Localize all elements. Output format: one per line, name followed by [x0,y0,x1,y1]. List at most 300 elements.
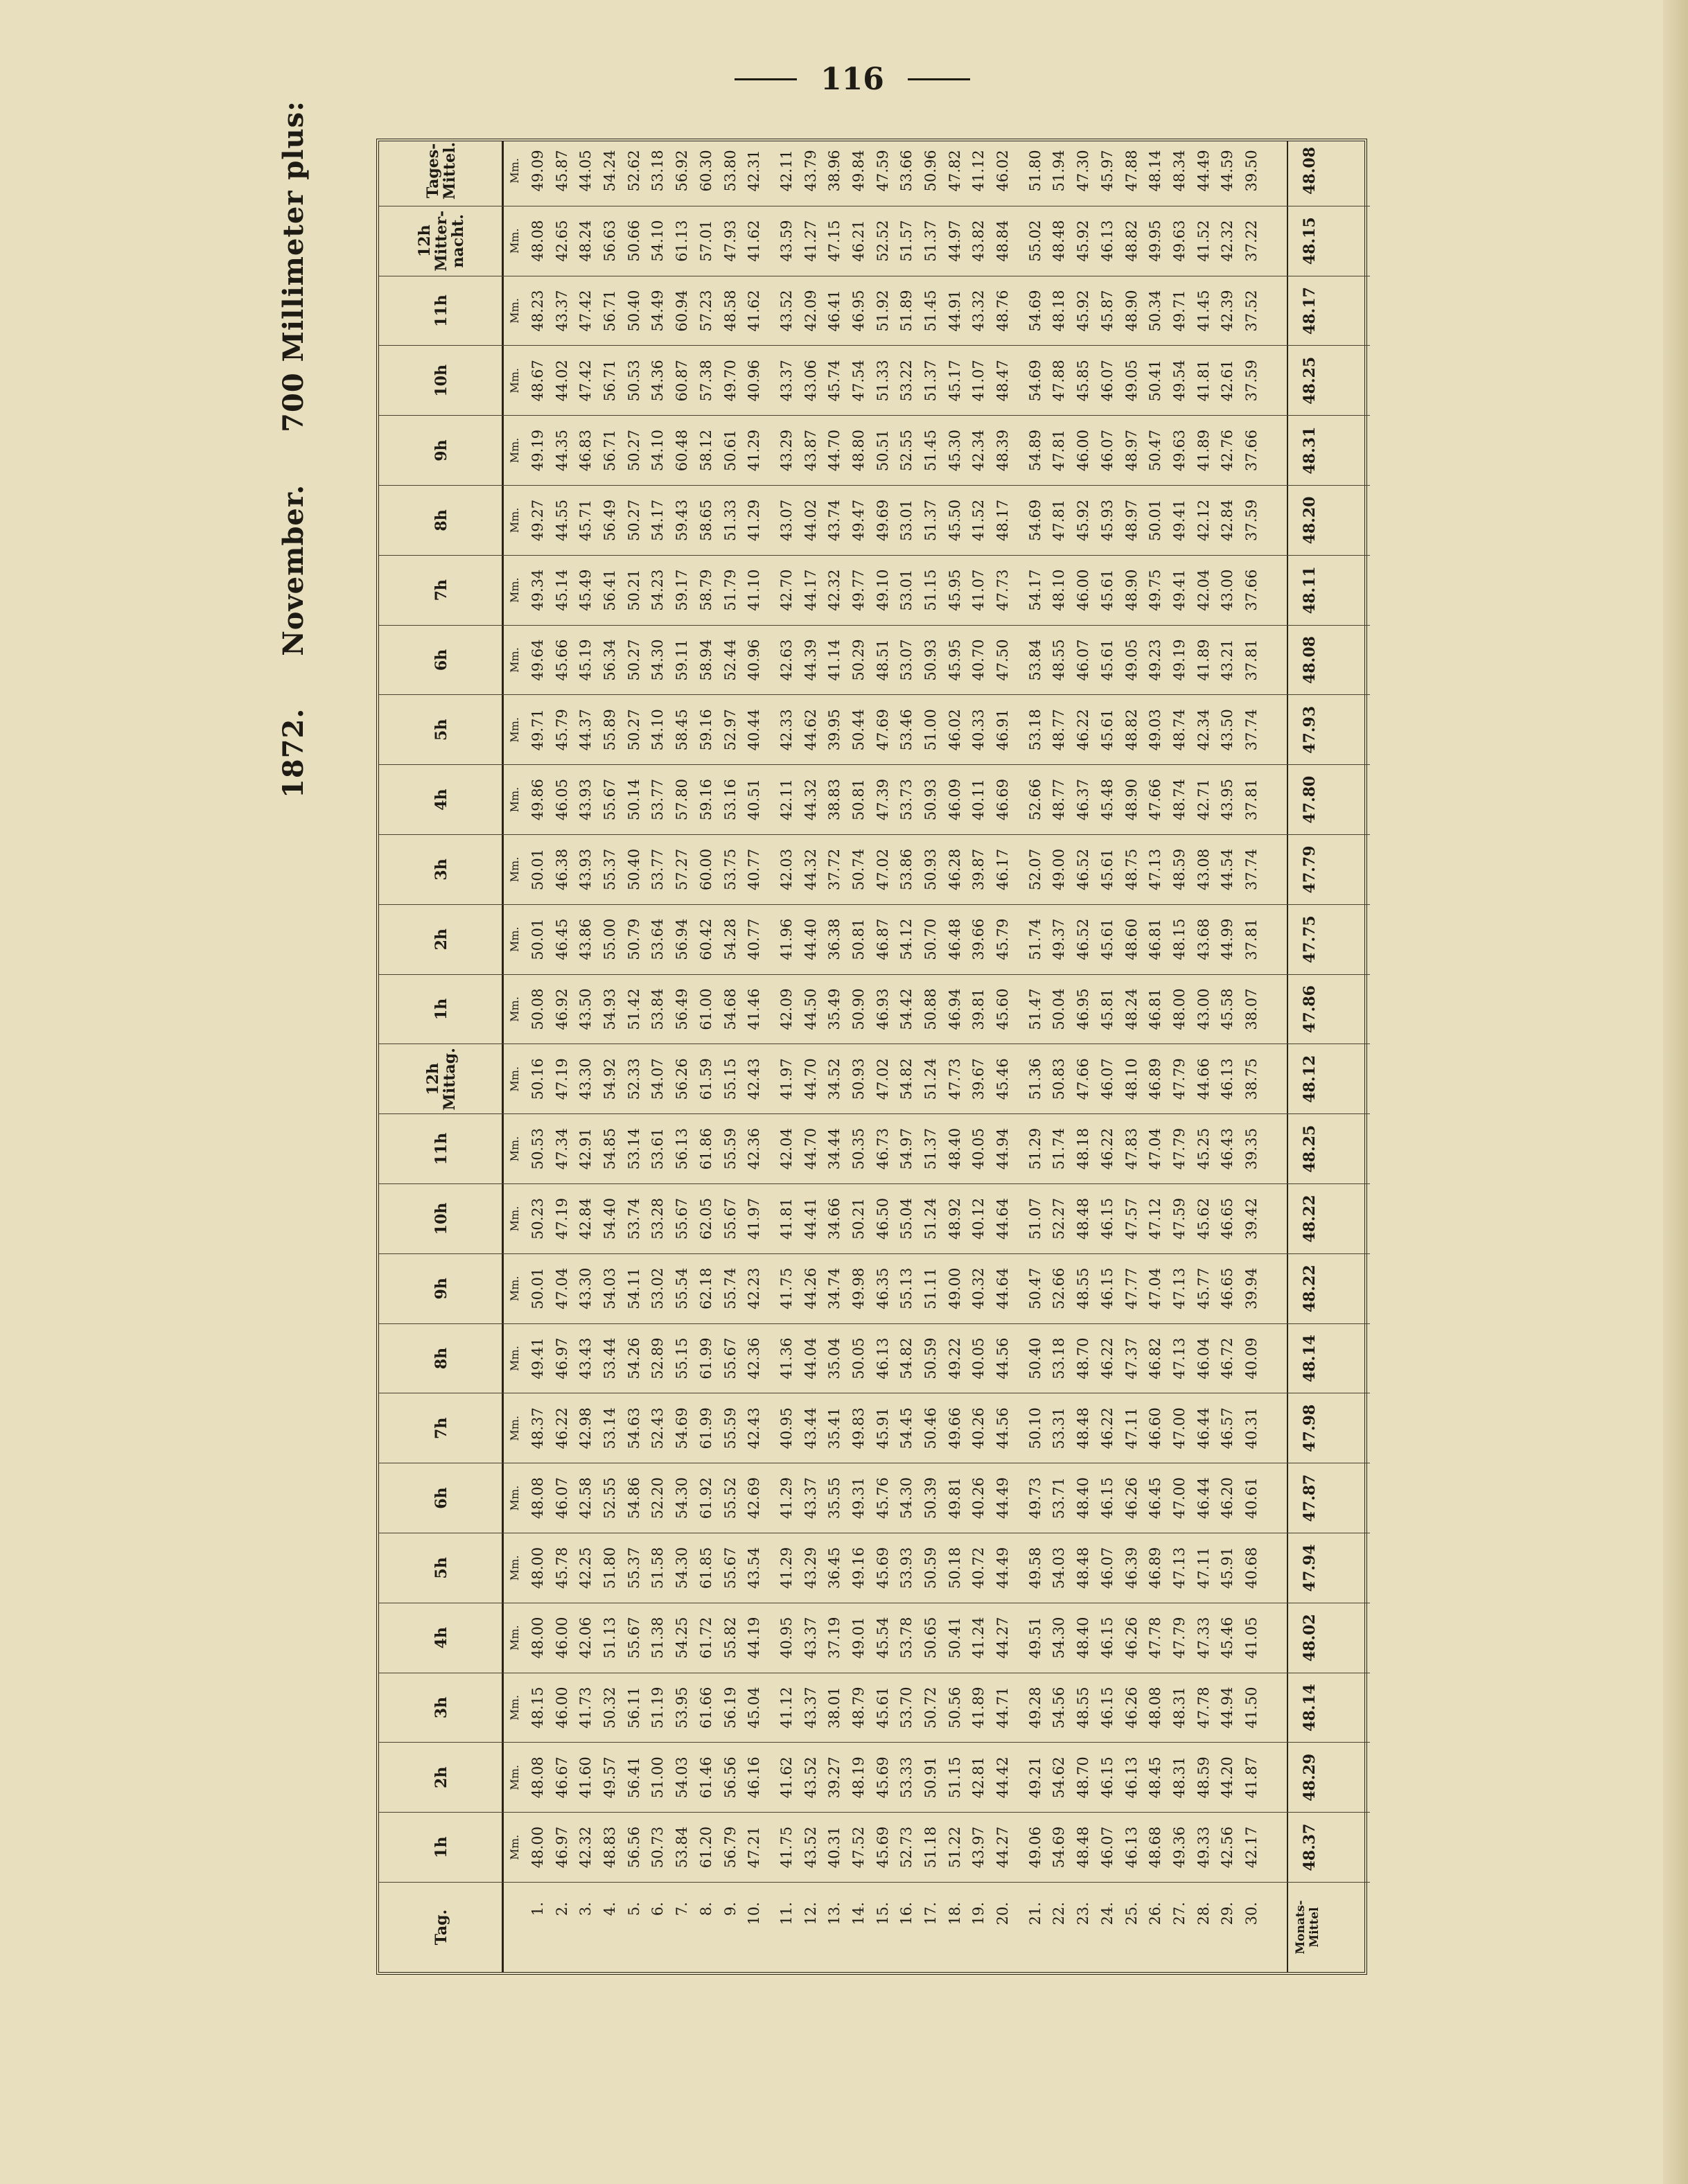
table-cell: 44.50 [802,988,819,1030]
table-cell: 48.68 [1147,1826,1164,1869]
table-cell: 54.17 [649,499,667,541]
day-label: 17. [922,1902,939,1926]
table-cell: 47.73 [994,569,1012,611]
table-cell: 52.66 [1026,779,1044,821]
table-cell: 47.79 [1170,1128,1188,1170]
table-cell: 45.81 [1098,988,1116,1030]
table-cell: 53.84 [674,1826,691,1869]
table-cell: 62.05 [697,1197,714,1240]
group-gap [1015,1603,1023,1673]
table-cell: 45.95 [946,639,963,681]
table-cell: 40.05 [970,1128,987,1170]
table-cell: 42.76 [1219,430,1236,472]
table-cell: 41.52 [1195,220,1212,262]
unit-label: Mm. [508,1555,521,1581]
table-cell: 50.51 [874,430,891,472]
table-cell: 52.55 [898,430,915,472]
day-label: 5. [625,1902,642,1917]
table-cell: 44.39 [802,639,819,681]
table-cell: 47.13 [1170,1337,1188,1380]
table-cell: 56.92 [674,150,691,192]
table-cell: 55.74 [721,1267,739,1310]
table-cell: 43.29 [777,430,795,472]
table-cell: 51.37 [922,220,939,262]
table-cell: 46.81 [1147,988,1164,1030]
table-cell: 51.11 [922,1267,939,1310]
table-cell: 50.44 [850,709,867,751]
table-cell: 50.21 [850,1197,867,1240]
table-cell: 55.02 [1026,220,1044,262]
table-cell: 49.71 [1170,290,1188,332]
table-cell: 35.41 [826,1407,843,1450]
table-cell: 55.67 [721,1547,739,1589]
table-cell: 47.15 [826,220,843,262]
table-cell: 53.74 [625,1197,642,1240]
table-cell: 53.01 [898,569,915,611]
table-cell: 44.17 [802,569,819,611]
table-cell: 54.69 [1026,360,1044,402]
table-cell: 54.25 [674,1617,691,1659]
table-cell: 53.44 [601,1337,619,1380]
table-cell: 43.08 [1195,848,1212,890]
table-cell: 53.95 [674,1687,691,1729]
table-cell: 40.33 [970,709,987,751]
column-header: 8h [432,509,450,531]
table-cell: 37.81 [1242,639,1260,681]
table-cell: 47.73 [946,1058,963,1100]
table-cell: 48.74 [1170,709,1188,751]
table-cell: 46.52 [1075,918,1092,960]
table-cell: 56.11 [625,1687,642,1729]
table-cell: 40.51 [746,779,763,821]
table-cell: 51.45 [922,430,939,472]
table-cell: 46.13 [1098,220,1116,262]
table-cell: 54.69 [1026,499,1044,541]
table-cell: 44.64 [994,1197,1012,1240]
table-cell: 50.56 [946,1687,963,1729]
table-cell: 50.27 [625,499,642,541]
table-cell: 49.51 [1026,1617,1044,1659]
table-cell: 40.95 [777,1407,795,1450]
table-cell: 40.44 [746,709,763,751]
table-cell: 54.89 [1026,430,1044,472]
table-cell: 44.26 [802,1267,819,1310]
table-cell: 46.15 [1098,1617,1116,1659]
table-cell: 51.22 [946,1826,963,1869]
table-cell: 49.69 [874,499,891,541]
table-cell: 38.96 [826,150,843,192]
table-cell: 46.82 [1147,1337,1164,1380]
table-cell: 42.04 [1195,569,1212,611]
table-cell: 44.55 [553,499,570,541]
table-cell: 61.66 [697,1687,714,1729]
group-gap [766,1533,775,1603]
table-cell: 37.66 [1242,569,1260,611]
column-header: 3h [432,1696,450,1719]
table-cell: 42.33 [777,709,795,751]
table-cell: 38.01 [826,1687,843,1729]
table-cell: 44.70 [802,1058,819,1100]
table-cell: 45.91 [874,1407,891,1450]
table-cell: 39.94 [1242,1267,1260,1310]
table-cell: 50.14 [625,779,642,821]
unit-label: Mm. [508,1834,521,1860]
table-cell: 39.67 [970,1058,987,1100]
table-cell: 53.70 [898,1687,915,1729]
value-list [526,835,1264,904]
group-gap [766,1603,775,1673]
table-cell: 46.07 [1098,430,1116,472]
table-cell: 52.52 [874,220,891,262]
table-cell: 46.15 [1098,1477,1116,1520]
table-cell: 34.44 [826,1128,843,1170]
table-cell: 45.19 [577,639,595,681]
table-cell: 50.53 [625,360,642,402]
table-cell: 38.83 [826,779,843,821]
table-cell: 45.79 [994,918,1012,960]
table-cell: 46.22 [1098,1337,1116,1380]
unit-label: Mm. [508,158,521,184]
table-cell: 47.39 [874,779,891,821]
table-cell: 49.86 [529,779,546,821]
table-cell: 53.22 [898,360,915,402]
table-cell: 60.00 [697,848,714,890]
table-cell: 47.79 [1170,1617,1188,1659]
monthly-mean-value: 48.20 [1301,496,1319,545]
table-cell: 46.69 [994,779,1012,821]
table-cell: 44.94 [994,1128,1012,1170]
table-cell: 47.78 [1195,1687,1212,1729]
monthly-mean-value: 48.37 [1301,1823,1319,1872]
table-cell: 41.10 [746,569,763,611]
value-list [526,1044,1264,1113]
table-cell: 46.00 [553,1687,570,1729]
hour-column [379,625,1370,695]
table-cell: 54.24 [601,150,619,192]
table-cell: 57.01 [697,220,714,262]
day-label: 29. [1219,1902,1236,1926]
table-cell: 47.66 [1147,779,1164,821]
unit-label: Mm. [508,1415,521,1441]
table-cell: 47.19 [553,1058,570,1100]
table-cell: 46.02 [946,709,963,751]
table-cell: 40.96 [746,360,763,402]
table-cell: 43.95 [1219,779,1236,821]
column-header: Tages-Mittel. [424,141,459,200]
table-cell: 43.37 [777,360,795,402]
value-list [526,1184,1264,1253]
day-label: 19. [970,1902,987,1926]
table-cell: 46.95 [1075,988,1092,1030]
table-cell: 48.77 [1050,779,1068,821]
table-cell: 50.40 [1026,1337,1044,1380]
table-cell: 53.64 [649,918,667,960]
column-header: 4h [432,789,450,811]
table-cell: 46.26 [1123,1477,1140,1520]
table-cell: 46.91 [994,709,1012,751]
table-cell: 49.41 [529,1337,546,1380]
table-cell: 47.88 [1050,360,1068,402]
group-gap [1015,975,1023,1044]
monthly-mean-value: 47.87 [1301,1474,1319,1522]
table-cell: 46.26 [1123,1617,1140,1659]
table-cell: 40.77 [746,918,763,960]
table-cell: 49.01 [850,1617,867,1659]
table-cell: 46.21 [850,220,867,262]
table-cell: 52.73 [898,1826,915,1869]
table-cell: 54.30 [674,1547,691,1589]
table-cell: 46.13 [1123,1756,1140,1799]
table-cell: 52.97 [721,709,739,751]
table-cell: 46.07 [1098,1826,1116,1869]
day-column [379,1882,1370,1972]
table-cell: 48.55 [1050,639,1068,681]
group-gap [766,276,775,346]
table-cell: 50.35 [850,1128,867,1170]
table-cell: 53.93 [898,1547,915,1589]
table-cell: 50.01 [529,1267,546,1310]
table-cell: 43.50 [1219,709,1236,751]
column-header: 10h [432,1202,450,1235]
hour-column [379,764,1370,834]
table-cell: 43.06 [802,360,819,402]
table-cell: 47.88 [1123,150,1140,192]
table-cell: 53.18 [649,150,667,192]
unit-label: Mm. [508,996,521,1022]
table-cell: 48.70 [1075,1756,1092,1799]
table-cell: 46.93 [874,988,891,1030]
column-header: 3h [432,858,450,881]
day-list [526,1883,1264,1972]
table-cell: 50.27 [625,709,642,751]
table-cell: 41.73 [577,1687,595,1729]
table-cell: 48.10 [1123,1058,1140,1100]
table-cell: 41.29 [777,1477,795,1520]
table-cell: 43.00 [1219,569,1236,611]
group-gap [766,556,775,625]
table-cell: 54.97 [898,1128,915,1170]
table-cell: 47.30 [1075,150,1092,192]
day-label: 25. [1123,1902,1140,1926]
table-cell: 54.63 [625,1407,642,1450]
table-cell: 54.10 [649,220,667,262]
table-cell: 54.30 [1050,1617,1068,1659]
hour-column [379,1183,1370,1253]
table-cell: 49.73 [1026,1477,1044,1520]
unit-label: Mm. [508,926,521,953]
group-gap [766,695,775,764]
table-cell: 46.73 [874,1128,891,1170]
table-cell: 49.71 [529,709,546,751]
table-cell: 46.48 [946,918,963,960]
column-header: 1h [432,998,450,1021]
value-list [526,695,1264,764]
table-cell: 48.82 [1123,709,1140,751]
table-cell: 58.79 [697,569,714,611]
table-cell: 51.37 [922,1128,939,1170]
table-cell: 48.37 [529,1407,546,1450]
table-cell: 43.68 [1195,918,1212,960]
pressure-table [376,139,1367,1975]
unit-label: Mm. [508,437,521,464]
table-cell: 50.59 [922,1547,939,1589]
day-label: 1. [529,1902,546,1917]
table-cell: 45.87 [1098,290,1116,332]
table-cell: 42.81 [970,1756,987,1799]
table-cell: 43.79 [802,150,819,192]
table-cell: 51.80 [1026,150,1044,192]
table-cell: 41.81 [1195,360,1212,402]
table-cell: 42.56 [1219,1826,1236,1869]
table-cell: 56.71 [601,290,619,332]
table-cell: 42.98 [577,1407,595,1450]
table-cell: 49.33 [1195,1826,1212,1869]
table-cell: 47.77 [1123,1267,1140,1310]
table-cell: 47.33 [1195,1617,1212,1659]
table-cell: 54.93 [601,988,619,1030]
table-cell: 53.84 [649,988,667,1030]
table-cell: 41.87 [1242,1756,1260,1799]
table-cell: 48.31 [1170,1687,1188,1729]
table-cell: 37.52 [1242,290,1260,332]
table-cell: 51.45 [922,290,939,332]
table-cell: 54.56 [1050,1687,1068,1729]
table-cell: 51.74 [1026,918,1044,960]
table-cell: 54.85 [601,1128,619,1170]
group-gap [1015,1044,1023,1113]
table-cell: 50.08 [529,988,546,1030]
hour-column [379,1812,1370,1882]
table-cell: 40.26 [970,1477,987,1520]
table-cell: 48.39 [994,430,1012,472]
table-cell: 58.94 [697,639,714,681]
table-cell: 42.11 [777,779,795,821]
value-list [526,1603,1264,1673]
table-cell: 55.13 [898,1267,915,1310]
table-cell: 49.41 [1170,569,1188,611]
table-cell: 46.07 [553,1477,570,1520]
table-cell: 52.55 [601,1477,619,1520]
table-cell: 49.64 [529,639,546,681]
table-cell: 51.89 [898,290,915,332]
table-cell: 44.70 [826,430,843,472]
table-cell: 54.12 [898,918,915,960]
table-cell: 51.58 [649,1547,667,1589]
table-cell: 46.65 [1219,1197,1236,1240]
table-cell: 55.59 [721,1128,739,1170]
table-cell: 45.77 [1195,1267,1212,1310]
monthly-mean-value: 48.08 [1301,636,1319,684]
column-header: 8h [432,1347,450,1370]
table-cell: 46.07 [1098,1547,1116,1589]
table-cell: 47.04 [553,1267,570,1310]
value-list [526,346,1264,415]
group-gap [766,1254,775,1323]
column-header: 4h [432,1627,450,1649]
day-label: 8. [697,1902,714,1917]
table-cell: 50.18 [946,1547,963,1589]
table-cell: 47.83 [1123,1128,1140,1170]
value-list [526,905,1264,974]
table-cell: 40.11 [970,779,987,821]
table-cell: 37.22 [1242,220,1260,262]
hour-column [379,974,1370,1044]
table-cell: 50.41 [1147,360,1164,402]
table-cell: 50.46 [922,1407,939,1450]
column-header: 12h Mittag. [424,1048,459,1111]
table-cell: 41.29 [746,430,763,472]
table-cell: 49.00 [1050,848,1068,890]
group-gap [766,1393,775,1463]
unit-label: Mm. [508,1206,521,1232]
monthly-mean-value: 48.12 [1301,1055,1319,1103]
table-cell: 48.24 [577,220,595,262]
column-header: 2h [432,928,450,951]
table-cell: 49.05 [1123,639,1140,681]
table-cell: 51.29 [1026,1128,1044,1170]
table-cell: 40.77 [746,848,763,890]
table-cell: 46.35 [874,1267,891,1310]
table-cell: 44.56 [994,1407,1012,1450]
monthly-mean-value: 48.22 [1301,1195,1319,1243]
value-list [526,1463,1264,1533]
group-gap [766,835,775,904]
table-cell: 50.21 [625,569,642,611]
unit-label: Mm. [508,1066,521,1092]
table-cell: 52.20 [649,1477,667,1520]
table-cell: 52.07 [1026,848,1044,890]
table-cell: 45.66 [553,639,570,681]
table-cell: 45.14 [553,569,570,611]
table-cell: 46.07 [1075,639,1092,681]
table-cell: 48.59 [1195,1756,1212,1799]
table-cell: 48.10 [1050,569,1068,611]
table-cell: 57.23 [697,290,714,332]
table-cell: 50.27 [625,639,642,681]
group-gap [766,136,775,206]
table-cell: 39.87 [970,848,987,890]
group-gap [1015,835,1023,904]
group-gap [766,206,775,276]
table-cell: 47.42 [577,290,595,332]
table-cell: 49.05 [1123,360,1140,402]
table-cell: 46.13 [874,1337,891,1380]
table-cell: 43.43 [577,1337,595,1380]
table-cell: 47.13 [1170,1547,1188,1589]
hour-column [379,1253,1370,1323]
monthly-mean-value: 48.25 [1301,1125,1319,1173]
table-cell: 47.54 [850,360,867,402]
table-cell: 55.67 [674,1197,691,1240]
table-cell: 50.47 [1026,1267,1044,1310]
group-gap [1015,346,1023,415]
table-cell: 45.69 [874,1756,891,1799]
table-cell: 53.86 [898,848,915,890]
table-cell: 47.69 [874,709,891,751]
table-cell: 42.63 [777,639,795,681]
table-cell: 46.20 [1219,1477,1236,1520]
table-cell: 45.92 [1075,220,1092,262]
table-cell: 45.50 [946,499,963,541]
monthly-mean-value: 47.79 [1301,845,1319,894]
table-cell: 61.46 [697,1756,714,1799]
value-list [526,556,1264,625]
table-cell: 43.86 [577,918,595,960]
table-cell: 41.89 [1195,430,1212,472]
table-cell: 41.50 [1242,1687,1260,1729]
table-cell: 44.27 [994,1826,1012,1869]
table-cell: 47.59 [874,150,891,192]
